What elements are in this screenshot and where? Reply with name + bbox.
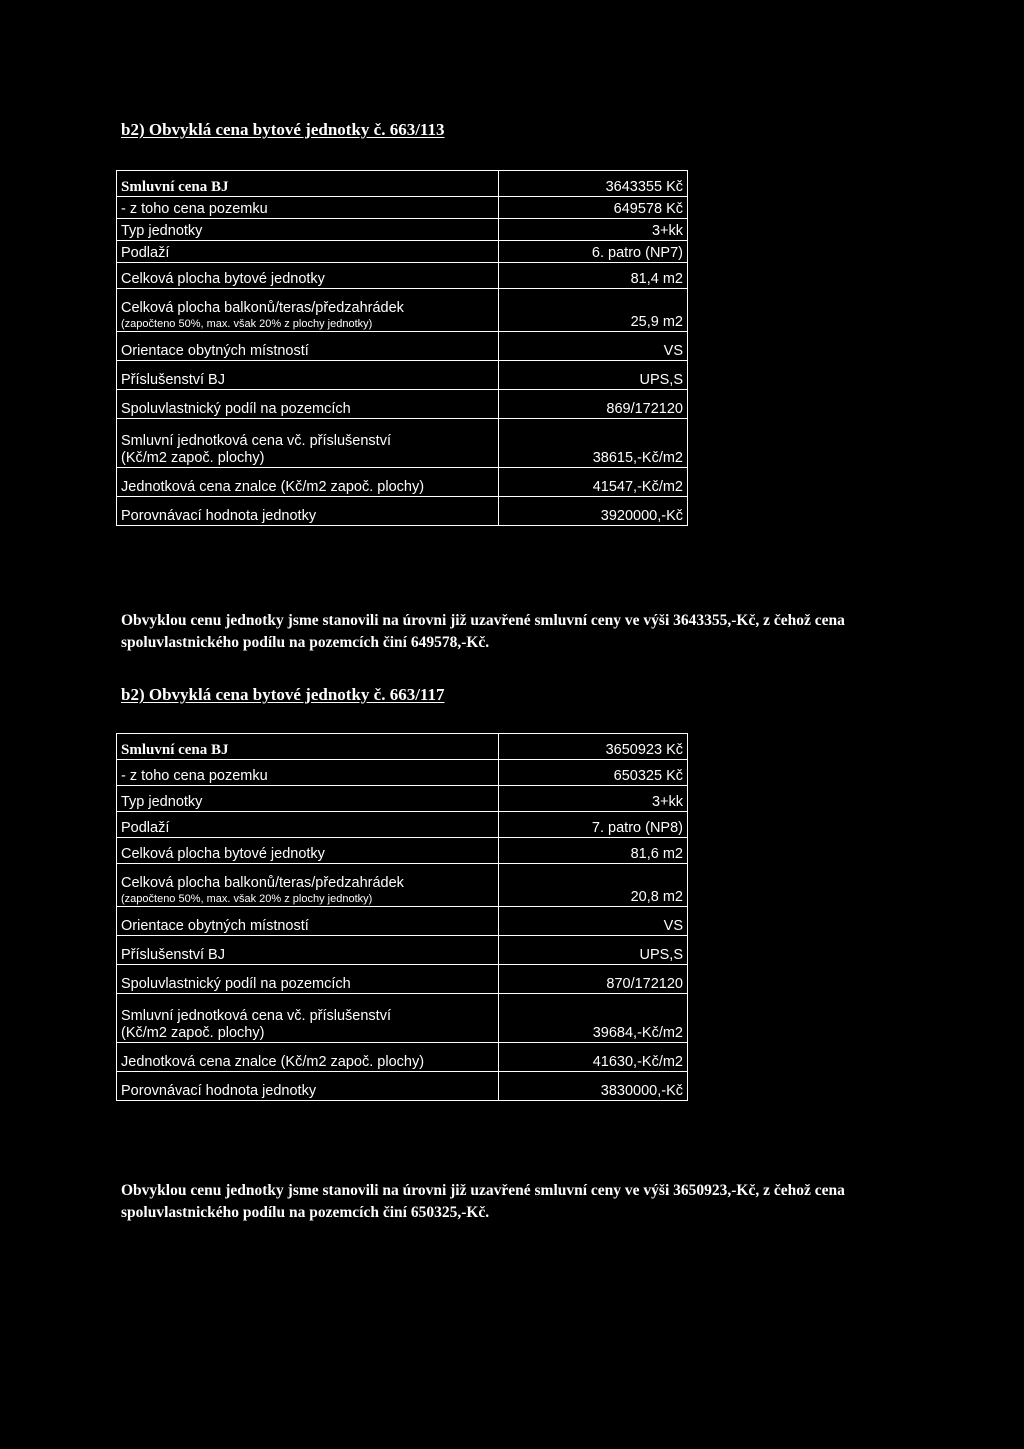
row-value: 81,6 m2 (499, 838, 688, 864)
row-value: VS (499, 332, 688, 361)
table-row (117, 497, 688, 526)
row-value: UPS,S (499, 361, 688, 390)
row-label: Celková plocha bytové jednotky (117, 263, 499, 289)
table-row (117, 812, 688, 838)
row-label: Smluvní cena BJ (117, 171, 499, 197)
row-label: Jednotková cena znalce (Kč/m2 započ. plochy) (117, 1043, 499, 1072)
table-row (117, 760, 688, 786)
row-sublabel: (započteno 50%, max. však 20% z plochy jednotky) (121, 893, 373, 905)
row-label (117, 419, 499, 468)
row-value: 7. patro (NP8) (499, 812, 688, 838)
row-value: 81,4 m2 (499, 263, 688, 289)
table-row (117, 838, 688, 864)
row-label: Porovnávací hodnota jednotky (117, 1072, 499, 1101)
table-row (117, 197, 688, 219)
row-label: Jednotková cena znalce (Kč/m2 započ. plochy) (117, 468, 499, 497)
table-row (117, 468, 688, 497)
table-row (117, 241, 688, 263)
table-row (117, 936, 688, 965)
table-row (117, 1043, 688, 1072)
table-row (117, 994, 688, 1043)
table-row (117, 263, 688, 289)
row-value: 25,9 m2 (499, 289, 688, 332)
row-value: 3643355 Kč (499, 171, 688, 197)
table-row (117, 965, 688, 994)
row-label: Podlaží (117, 812, 499, 838)
row-label: Celková plocha bytové jednotky (117, 838, 499, 864)
section-title: b2) Obvyklá cena bytové jednotky č. 663/117 (121, 685, 445, 704)
row-value: UPS,S (499, 936, 688, 965)
row-value: 3+kk (499, 786, 688, 812)
row-value: 38615,-Kč/m2 (499, 419, 688, 468)
row-label (117, 864, 499, 907)
row-label: Typ jednotky (117, 786, 499, 812)
row-sublabel: (Kč/m2 započ. plochy) (121, 1025, 265, 1041)
row-label: Podlaží (117, 241, 499, 263)
row-label-main: Smluvní jednotková cena vč. příslušenství (121, 1008, 391, 1024)
row-value: 20,8 m2 (499, 864, 688, 907)
row-value: 869/172120 (499, 390, 688, 419)
row-value: 3+kk (499, 219, 688, 241)
row-value: 870/172120 (499, 965, 688, 994)
row-label (117, 289, 499, 332)
row-label: - z toho cena pozemku (117, 197, 499, 219)
table-row (117, 332, 688, 361)
row-label: Smluvní cena BJ (117, 734, 499, 760)
row-value: VS (499, 907, 688, 936)
row-label-main: Celková plocha balkonů/teras/předzahrádek (121, 300, 404, 316)
row-value: 3830000,-Kč (499, 1072, 688, 1101)
table-row (117, 786, 688, 812)
row-value: 6. patro (NP7) (499, 241, 688, 263)
row-label: Příslušenství BJ (117, 361, 499, 390)
row-label: Orientace obytných místností (117, 907, 499, 936)
section-title: b2) Obvyklá cena bytové jednotky č. 663/113 (121, 120, 445, 139)
table-row (117, 390, 688, 419)
row-label: Příslušenství BJ (117, 936, 499, 965)
row-value: 41630,-Kč/m2 (499, 1043, 688, 1072)
table-row (117, 219, 688, 241)
row-label: - z toho cena pozemku (117, 760, 499, 786)
row-value: 650325 Kč (499, 760, 688, 786)
row-label: Spoluvlastnický podíl na pozemcích (117, 965, 499, 994)
row-value: 3650923 Kč (499, 734, 688, 760)
row-label: Typ jednotky (117, 219, 499, 241)
unit-table (116, 733, 688, 1101)
row-label: Orientace obytných místností (117, 332, 499, 361)
table-row (117, 734, 688, 760)
table-row (117, 289, 688, 332)
table-row (117, 361, 688, 390)
unit-table (116, 170, 688, 526)
table-row (117, 171, 688, 197)
row-value: 41547,-Kč/m2 (499, 468, 688, 497)
row-label (117, 994, 499, 1043)
row-label-main: Celková plocha balkonů/teras/předzahrádek (121, 875, 404, 891)
row-label: Porovnávací hodnota jednotky (117, 497, 499, 526)
table-row (117, 1072, 688, 1101)
row-value: 39684,-Kč/m2 (499, 994, 688, 1043)
conclusion-paragraph: Obvyklou cenu jednotky jsme stanovili na úrovni již uzavřené smluvní ceny ve výši 3650923,-Kč, z čehož cena spoluvlastnického podílu na pozemcích činí 650325,-Kč. (121, 1182, 845, 1221)
row-label-main: Smluvní jednotková cena vč. příslušenství (121, 433, 391, 449)
row-value: 3920000,-Kč (499, 497, 688, 526)
table-row (117, 907, 688, 936)
row-sublabel: (započteno 50%, max. však 20% z plochy jednotky) (121, 318, 373, 330)
conclusion-paragraph: Obvyklou cenu jednotky jsme stanovili na úrovni již uzavřené smluvní ceny ve výši 3643355,-Kč, z čehož cena spoluvlastnického podílu na pozemcích činí 649578,-Kč. (121, 612, 845, 651)
table-row (117, 864, 688, 907)
row-value: 649578 Kč (499, 197, 688, 219)
row-label: Spoluvlastnický podíl na pozemcích (117, 390, 499, 419)
table-row (117, 419, 688, 468)
row-sublabel: (Kč/m2 započ. plochy) (121, 450, 265, 466)
